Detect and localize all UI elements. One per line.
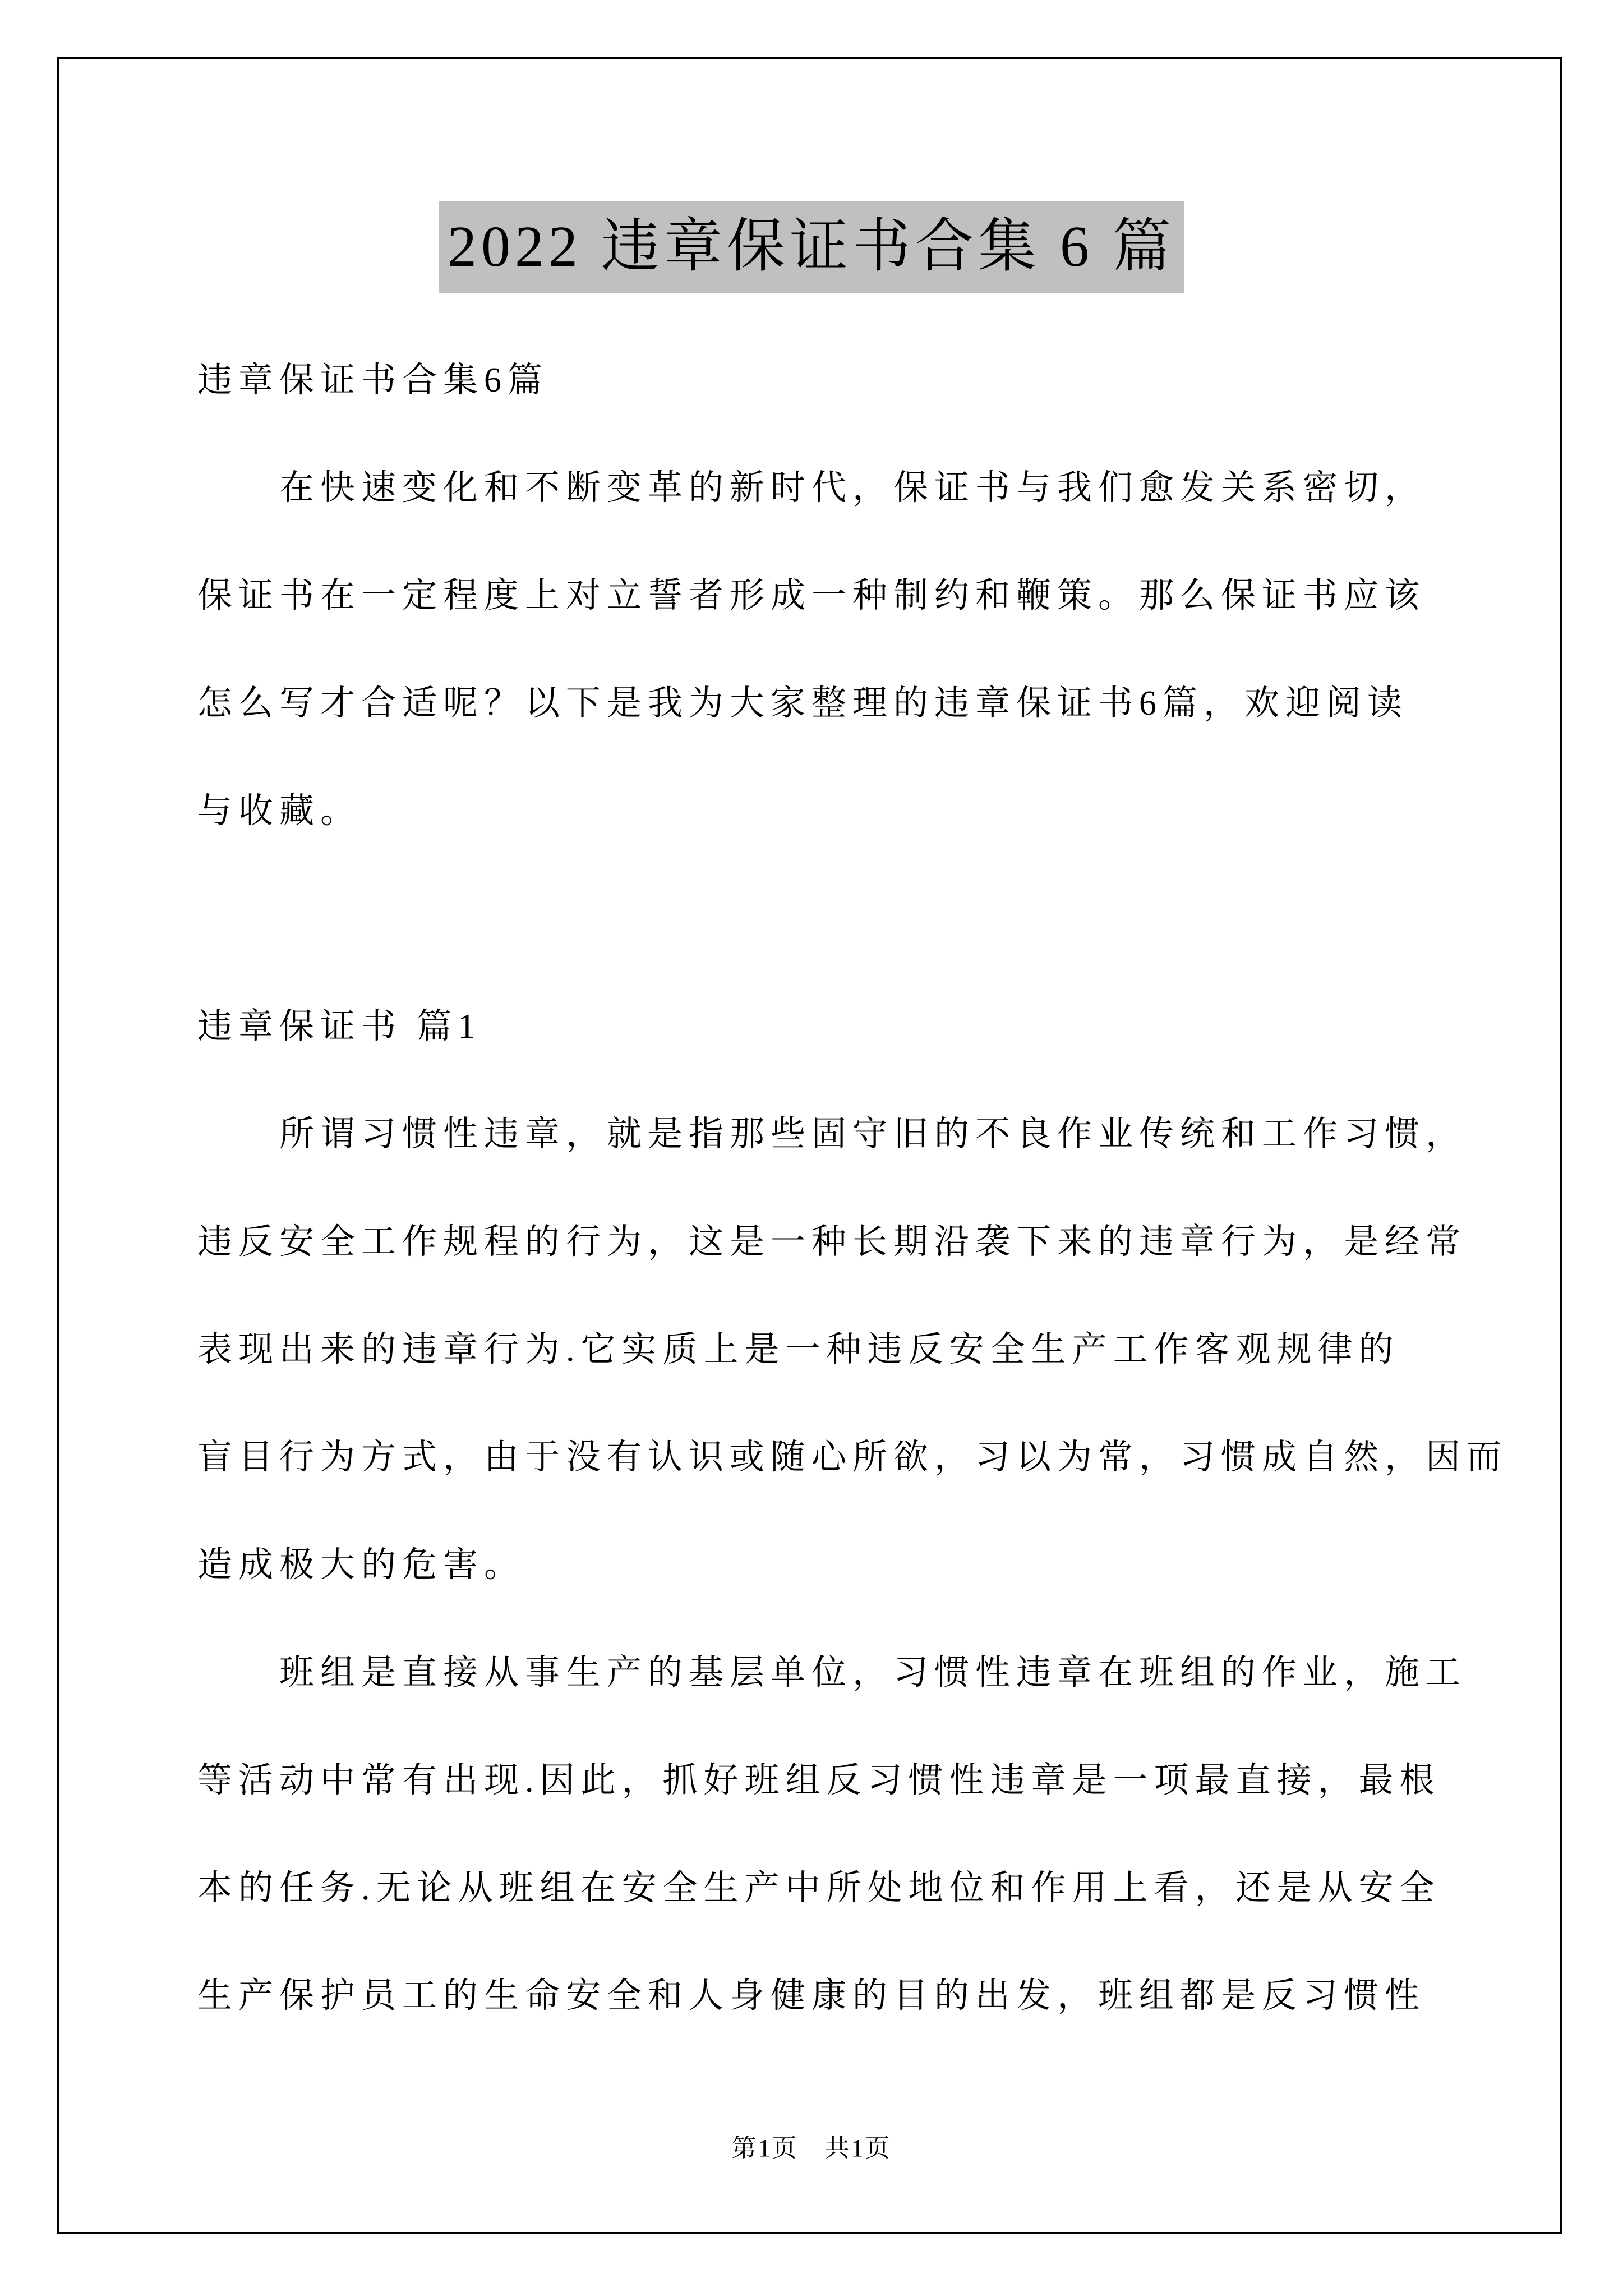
- text-line: 在快速变化和不断变革的新时代，保证书与我们愈发关系密切，: [279, 469, 1426, 507]
- subtitle: 违章保证书合集6篇: [197, 361, 549, 399]
- text-line: 违反安全工作规程的行为，这是一种长期沿袭下来的违章行为，是经常: [197, 1223, 1467, 1261]
- body-paragraph: [197, 1080, 1510, 1619]
- intro-paragraph: [197, 434, 1510, 865]
- text-line: 盲目行为方式，由于没有认识或随心所欲，习以为常，习惯成自然，因而: [197, 1438, 1508, 1476]
- body-paragraph: [197, 1619, 1510, 2050]
- section-heading: 违章保证书 篇1: [197, 1007, 482, 1046]
- text-line: 生产保护员工的生命安全和人身健康的目的出发，班组都是反习惯性: [197, 1977, 1426, 2015]
- text-line: 班组是直接从事生产的基层单位，习惯性违章在班组的作业，施工: [279, 1654, 1467, 1692]
- text-line: 本的任务.无论从班组在安全生产中所处地位和作用上看，还是从安全: [197, 1869, 1441, 1907]
- text-line: 表现出来的违章行为.它实质上是一种违反安全生产工作客观规律的: [197, 1331, 1400, 1369]
- text-line: 造成极大的危害。: [197, 1546, 525, 1584]
- text-line: 所谓习惯性违章，就是指那些固守旧的不良作业传统和工作习惯，: [279, 1115, 1467, 1153]
- text-line: 怎么写才合适呢？以下是我为大家整理的违章保证书6篇，欢迎阅读: [197, 684, 1409, 723]
- title-highlight: 2022 违章保证书合集 6 篇: [439, 201, 1184, 293]
- page-number-indicator: 第1页 共1页: [731, 2134, 892, 2162]
- text-line: 保证书在一定程度上对立誓者形成一种制约和鞭策。那么保证书应该: [197, 577, 1426, 615]
- text-line: 等活动中常有出现.因此，抓好班组反习惯性违章是一项最直接，最根: [197, 1761, 1441, 1800]
- text-line: 与收藏。: [197, 792, 362, 830]
- page-title: [0, 201, 1623, 293]
